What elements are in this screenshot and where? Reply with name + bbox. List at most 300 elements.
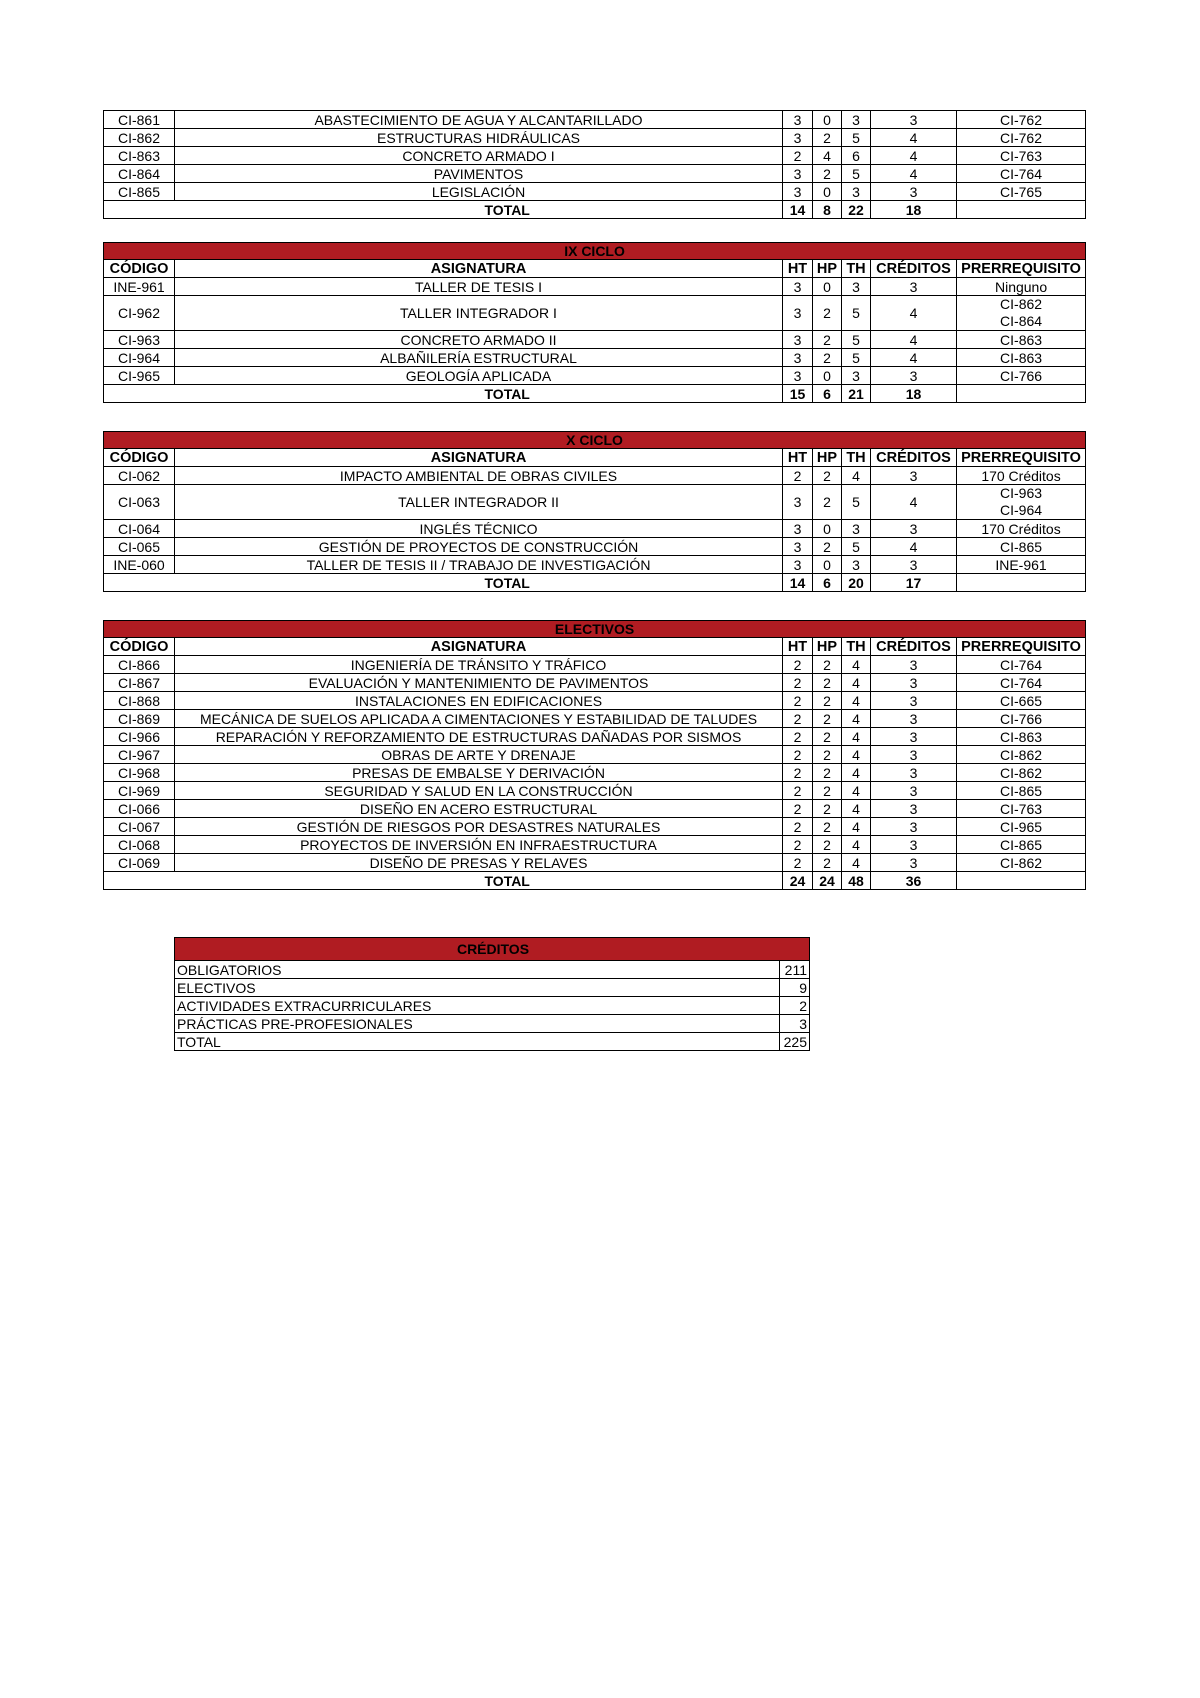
table-row: [104, 467, 1086, 485]
course-hp: 2: [813, 728, 842, 746]
course-code: CI-865: [104, 183, 175, 201]
table-row: [104, 782, 1086, 800]
table-row: [104, 331, 1086, 349]
course-prereq: CI-764: [957, 165, 1086, 183]
course-ht: 3: [783, 183, 813, 201]
total-credits: 18: [871, 385, 957, 403]
course-hp: 2: [813, 692, 842, 710]
course-prereq: CI-862: [957, 746, 1086, 764]
credits-value: 3: [780, 1015, 810, 1033]
course-subject: CONCRETO ARMADO II: [175, 331, 783, 349]
course-prereq: [957, 296, 1086, 331]
course-th: 4: [842, 800, 871, 818]
credits-row: [175, 1015, 810, 1033]
total-ht: 14: [783, 201, 813, 219]
course-code: CI-866: [104, 656, 175, 674]
course-subject: PROYECTOS DE INVERSIÓN EN INFRAESTRUCTURA: [175, 836, 783, 854]
course-th: 4: [842, 692, 871, 710]
course-credits: 4: [871, 349, 957, 367]
course-ht: 2: [783, 800, 813, 818]
credits-row: [175, 997, 810, 1015]
header-prereq: PRERREQUISITO: [957, 638, 1086, 656]
total-label: TOTAL: [175, 872, 783, 890]
course-subject: DISEÑO EN ACERO ESTRUCTURAL: [175, 800, 783, 818]
course-prereq: CI-862: [957, 854, 1086, 872]
course-ht: 2: [783, 782, 813, 800]
course-credits: 3: [871, 764, 957, 782]
course-code: CI-869: [104, 710, 175, 728]
course-ht: 3: [783, 538, 813, 556]
course-code: CI-863: [104, 147, 175, 165]
course-prereq: 170 Créditos: [957, 467, 1086, 485]
table-row: [104, 349, 1086, 367]
table-row: [104, 692, 1086, 710]
course-code: CI-065: [104, 538, 175, 556]
credits-label: PRÁCTICAS PRE-PROFESIONALES: [175, 1015, 780, 1033]
total-row: [104, 574, 1086, 592]
course-code: CI-968: [104, 764, 175, 782]
table-row: [104, 728, 1086, 746]
course-prereq: CI-665: [957, 692, 1086, 710]
course-code: CI-867: [104, 674, 175, 692]
header-hp: HP: [813, 449, 842, 467]
course-hp: 2: [813, 818, 842, 836]
course-hp: 0: [813, 111, 842, 129]
table-row: [104, 183, 1086, 201]
course-th: 3: [842, 556, 871, 574]
x-cycle-rows: [104, 467, 1086, 574]
course-code: CI-965: [104, 367, 175, 385]
course-th: 4: [842, 656, 871, 674]
course-prereq: 170 Créditos: [957, 520, 1086, 538]
course-hp: 0: [813, 183, 842, 201]
course-code: CI-069: [104, 854, 175, 872]
total-row: [104, 201, 1086, 219]
course-credits: 3: [871, 836, 957, 854]
total-ht: 14: [783, 574, 813, 592]
course-ht: 2: [783, 836, 813, 854]
course-prereq: CI-766: [957, 710, 1086, 728]
course-ht: 3: [783, 278, 813, 296]
course-th: 4: [842, 854, 871, 872]
course-hp: 2: [813, 782, 842, 800]
course-ht: 2: [783, 467, 813, 485]
ix-cycle-table: [103, 242, 1086, 403]
course-prereq: CI-764: [957, 674, 1086, 692]
course-credits: 3: [871, 800, 957, 818]
credits-value: 9: [780, 979, 810, 997]
course-hp: 2: [813, 485, 842, 520]
course-th: 4: [842, 710, 871, 728]
course-credits: 3: [871, 746, 957, 764]
course-subject: SEGURIDAD Y SALUD EN LA CONSTRUCCIÓN: [175, 782, 783, 800]
course-credits: 3: [871, 183, 957, 201]
course-th: 3: [842, 520, 871, 538]
course-code: CI-067: [104, 818, 175, 836]
header-credits: CRÉDITOS: [871, 260, 957, 278]
credits-label: ELECTIVOS: [175, 979, 780, 997]
total-hp: 8: [813, 201, 842, 219]
credits-label: ACTIVIDADES EXTRACURRICULARES: [175, 997, 780, 1015]
total-label: TOTAL: [175, 385, 783, 403]
course-th: 5: [842, 165, 871, 183]
course-hp: 2: [813, 764, 842, 782]
course-th: 5: [842, 129, 871, 147]
course-th: 4: [842, 728, 871, 746]
course-subject: IMPACTO AMBIENTAL DE OBRAS CIVILES: [175, 467, 783, 485]
table-row: [104, 836, 1086, 854]
course-subject: DISEÑO DE PRESAS Y RELAVES: [175, 854, 783, 872]
total-credits: 18: [871, 201, 957, 219]
course-prereq: CI-764: [957, 656, 1086, 674]
course-hp: 2: [813, 800, 842, 818]
credits-summary-table: [174, 937, 810, 1051]
header-subject: ASIGNATURA: [175, 449, 783, 467]
course-th: 4: [842, 836, 871, 854]
course-subject: ALBAÑILERÍA ESTRUCTURAL: [175, 349, 783, 367]
course-subject: ESTRUCTURAS HIDRÁULICAS: [175, 129, 783, 147]
course-credits: 3: [871, 854, 957, 872]
course-code: CI-064: [104, 520, 175, 538]
course-code: CI-066: [104, 800, 175, 818]
total-th: 22: [842, 201, 871, 219]
course-ht: 2: [783, 728, 813, 746]
header-prereq: PRERREQUISITO: [957, 449, 1086, 467]
course-ht: 2: [783, 147, 813, 165]
header-code: CÓDIGO: [104, 260, 175, 278]
course-credits: 3: [871, 656, 957, 674]
total-empty: [957, 574, 1086, 592]
course-ht: 3: [783, 331, 813, 349]
course-subject: GESTIÓN DE RIESGOS POR DESASTRES NATURALES: [175, 818, 783, 836]
table-row: [104, 538, 1086, 556]
column-headers: [104, 638, 1086, 656]
course-subject: REPARACIÓN Y REFORZAMIENTO DE ESTRUCTURAS DAÑADAS POR SISMOS: [175, 728, 783, 746]
total-th: 20: [842, 574, 871, 592]
course-prereq: CI-862: [957, 764, 1086, 782]
prereq-line: CI-864: [1000, 313, 1043, 329]
course-ht: 3: [783, 556, 813, 574]
course-credits: 3: [871, 692, 957, 710]
course-th: 5: [842, 349, 871, 367]
header-credits: CRÉDITOS: [871, 638, 957, 656]
total-credits: 36: [871, 872, 957, 890]
course-subject: ABASTECIMIENTO DE AGUA Y ALCANTARILLADO: [175, 111, 783, 129]
course-subject: PAVIMENTOS: [175, 165, 783, 183]
course-th: 4: [842, 782, 871, 800]
course-credits: 3: [871, 367, 957, 385]
total-hp: 24: [813, 872, 842, 890]
credits-summary-title: CRÉDITOS: [175, 938, 810, 961]
header-subject: ASIGNATURA: [175, 638, 783, 656]
prereq-line: CI-963: [1000, 485, 1043, 501]
course-code: CI-861: [104, 111, 175, 129]
electives-rows: [104, 656, 1086, 872]
course-subject: TALLER INTEGRADOR I: [175, 296, 783, 331]
credits-label: OBLIGATORIOS: [175, 961, 780, 979]
viii-cycle-total-row-group: [104, 201, 1086, 219]
course-subject: CONCRETO ARMADO I: [175, 147, 783, 165]
course-code: CI-063: [104, 485, 175, 520]
header-ht: HT: [783, 260, 813, 278]
course-th: 6: [842, 147, 871, 165]
course-prereq: CI-765: [957, 183, 1086, 201]
course-hp: 2: [813, 836, 842, 854]
header-hp: HP: [813, 260, 842, 278]
course-ht: 2: [783, 818, 813, 836]
table-row: [104, 367, 1086, 385]
course-prereq: CI-766: [957, 367, 1086, 385]
header-code: CÓDIGO: [104, 638, 175, 656]
total-th: 21: [842, 385, 871, 403]
course-ht: 3: [783, 520, 813, 538]
total-empty: [957, 385, 1086, 403]
table-row: [104, 296, 1086, 331]
table-row: [104, 746, 1086, 764]
course-code: CI-962: [104, 296, 175, 331]
course-credits: 4: [871, 147, 957, 165]
course-credits: 3: [871, 818, 957, 836]
x-cycle-title: X CICLO: [104, 432, 1086, 449]
course-code: CI-969: [104, 782, 175, 800]
course-subject: INGENIERÍA DE TRÁNSITO Y TRÁFICO: [175, 656, 783, 674]
course-hp: 2: [813, 710, 842, 728]
course-subject: TALLER INTEGRADOR II: [175, 485, 783, 520]
table-row: [104, 147, 1086, 165]
course-prereq: CI-763: [957, 800, 1086, 818]
course-prereq: CI-965: [957, 818, 1086, 836]
course-prereq: [957, 485, 1086, 520]
course-hp: 0: [813, 278, 842, 296]
course-subject: OBRAS DE ARTE Y DRENAJE: [175, 746, 783, 764]
course-subject: PRESAS DE EMBALSE Y DERIVACIÓN: [175, 764, 783, 782]
table-row: [104, 674, 1086, 692]
course-hp: 2: [813, 165, 842, 183]
course-credits: 4: [871, 485, 957, 520]
course-subject: TALLER DE TESIS II / TRABAJO DE INVESTIGACIÓN: [175, 556, 783, 574]
course-subject: GESTIÓN DE PROYECTOS DE CONSTRUCCIÓN: [175, 538, 783, 556]
table-row: [104, 710, 1086, 728]
table-row: [104, 485, 1086, 520]
course-ht: 2: [783, 764, 813, 782]
prereq-line: CI-964: [1000, 502, 1043, 518]
course-code: CI-862: [104, 129, 175, 147]
course-hp: 2: [813, 296, 842, 331]
course-code: CI-964: [104, 349, 175, 367]
viii-cycle-rows: [104, 111, 1086, 201]
course-prereq: CI-762: [957, 129, 1086, 147]
table-row: [104, 656, 1086, 674]
course-code: CI-864: [104, 165, 175, 183]
course-prereq: CI-762: [957, 111, 1086, 129]
course-credits: 3: [871, 467, 957, 485]
course-th: 3: [842, 183, 871, 201]
table-row: [104, 129, 1086, 147]
course-code: CI-068: [104, 836, 175, 854]
header-credits: CRÉDITOS: [871, 449, 957, 467]
credits-row: [175, 1033, 810, 1051]
course-credits: 4: [871, 296, 957, 331]
credits-summary-rows: [175, 961, 810, 1051]
credits-value: 225: [780, 1033, 810, 1051]
header-th: TH: [842, 449, 871, 467]
course-hp: 2: [813, 674, 842, 692]
course-hp: 2: [813, 854, 842, 872]
course-credits: 4: [871, 538, 957, 556]
viii-cycle-table: [103, 110, 1086, 219]
total-ht: 15: [783, 385, 813, 403]
course-th: 5: [842, 331, 871, 349]
table-row: [104, 165, 1086, 183]
course-ht: 3: [783, 367, 813, 385]
course-th: 5: [842, 538, 871, 556]
header-ht: HT: [783, 449, 813, 467]
course-hp: 2: [813, 467, 842, 485]
course-th: 5: [842, 485, 871, 520]
course-credits: 3: [871, 556, 957, 574]
table-row: [104, 111, 1086, 129]
course-hp: 4: [813, 147, 842, 165]
course-hp: 2: [813, 746, 842, 764]
course-ht: 3: [783, 111, 813, 129]
credits-value: 2: [780, 997, 810, 1015]
course-subject: TALLER DE TESIS I: [175, 278, 783, 296]
table-row: [104, 556, 1086, 574]
ix-cycle-title: IX CICLO: [104, 243, 1086, 260]
course-ht: 3: [783, 485, 813, 520]
electives-title: ELECTIVOS: [104, 621, 1086, 638]
total-th: 48: [842, 872, 871, 890]
credits-row: [175, 961, 810, 979]
course-code: INE-961: [104, 278, 175, 296]
course-subject: GEOLOGÍA APLICADA: [175, 367, 783, 385]
course-credits: 4: [871, 165, 957, 183]
course-ht: 3: [783, 296, 813, 331]
course-credits: 3: [871, 674, 957, 692]
course-credits: 4: [871, 129, 957, 147]
course-hp: 2: [813, 129, 842, 147]
course-subject: EVALUACIÓN Y MANTENIMIENTO DE PAVIMENTOS: [175, 674, 783, 692]
course-prereq: CI-863: [957, 331, 1086, 349]
credits-value: 211: [780, 961, 810, 979]
course-prereq: CI-763: [957, 147, 1086, 165]
electives-table: [103, 620, 1086, 890]
total-hp: 6: [813, 385, 842, 403]
course-ht: 2: [783, 692, 813, 710]
course-prereq: CI-865: [957, 782, 1086, 800]
course-credits: 4: [871, 331, 957, 349]
header-th: TH: [842, 638, 871, 656]
course-prereq: CI-863: [957, 349, 1086, 367]
table-row: [104, 520, 1086, 538]
course-th: 4: [842, 764, 871, 782]
course-subject: MECÁNICA DE SUELOS APLICADA A CIMENTACIONES Y ESTABILIDAD DE TALUDES: [175, 710, 783, 728]
course-code: CI-966: [104, 728, 175, 746]
course-credits: 3: [871, 782, 957, 800]
course-ht: 2: [783, 674, 813, 692]
header-hp: HP: [813, 638, 842, 656]
course-th: 3: [842, 367, 871, 385]
course-code: CI-967: [104, 746, 175, 764]
course-ht: 2: [783, 656, 813, 674]
prereq-line: CI-862: [1000, 296, 1043, 312]
total-label: TOTAL: [175, 574, 783, 592]
course-prereq: CI-865: [957, 538, 1086, 556]
course-ht: 3: [783, 349, 813, 367]
course-code: CI-868: [104, 692, 175, 710]
course-th: 3: [842, 111, 871, 129]
total-credits: 17: [871, 574, 957, 592]
course-ht: 3: [783, 165, 813, 183]
header-prereq: PRERREQUISITO: [957, 260, 1086, 278]
course-credits: 3: [871, 278, 957, 296]
course-code: CI-963: [104, 331, 175, 349]
total-row: [104, 872, 1086, 890]
table-row: [104, 818, 1086, 836]
total-empty: [957, 872, 1086, 890]
total-ht: 24: [783, 872, 813, 890]
course-prereq: INE-961: [957, 556, 1086, 574]
column-headers: [104, 260, 1086, 278]
course-ht: 2: [783, 854, 813, 872]
total-empty: [957, 201, 1086, 219]
course-hp: 0: [813, 367, 842, 385]
course-ht: 3: [783, 129, 813, 147]
course-subject: INGLÉS TÉCNICO: [175, 520, 783, 538]
course-th: 4: [842, 818, 871, 836]
course-hp: 0: [813, 556, 842, 574]
header-ht: HT: [783, 638, 813, 656]
course-ht: 2: [783, 710, 813, 728]
course-hp: 2: [813, 656, 842, 674]
course-prereq: Ninguno: [957, 278, 1086, 296]
course-th: 4: [842, 467, 871, 485]
table-row: [104, 854, 1086, 872]
course-credits: 3: [871, 728, 957, 746]
course-subject: INSTALACIONES EN EDIFICACIONES: [175, 692, 783, 710]
course-prereq: CI-863: [957, 728, 1086, 746]
course-th: 5: [842, 296, 871, 331]
course-prereq: CI-865: [957, 836, 1086, 854]
ix-cycle-rows: [104, 278, 1086, 385]
course-th: 3: [842, 278, 871, 296]
header-code: CÓDIGO: [104, 449, 175, 467]
course-hp: 2: [813, 331, 842, 349]
course-subject: LEGISLACIÓN: [175, 183, 783, 201]
course-ht: 2: [783, 746, 813, 764]
total-hp: 6: [813, 574, 842, 592]
total-label: TOTAL: [175, 201, 783, 219]
credits-label: TOTAL: [175, 1033, 780, 1051]
course-code: CI-062: [104, 467, 175, 485]
header-subject: ASIGNATURA: [175, 260, 783, 278]
course-hp: 2: [813, 538, 842, 556]
course-credits: 3: [871, 520, 957, 538]
course-th: 4: [842, 746, 871, 764]
total-row: [104, 385, 1086, 403]
table-row: [104, 800, 1086, 818]
course-code: INE-060: [104, 556, 175, 574]
x-cycle-table: [103, 431, 1086, 592]
course-hp: 0: [813, 520, 842, 538]
course-th: 4: [842, 674, 871, 692]
table-row: [104, 764, 1086, 782]
header-th: TH: [842, 260, 871, 278]
course-credits: 3: [871, 710, 957, 728]
table-row: [104, 278, 1086, 296]
column-headers: [104, 449, 1086, 467]
credits-row: [175, 979, 810, 997]
